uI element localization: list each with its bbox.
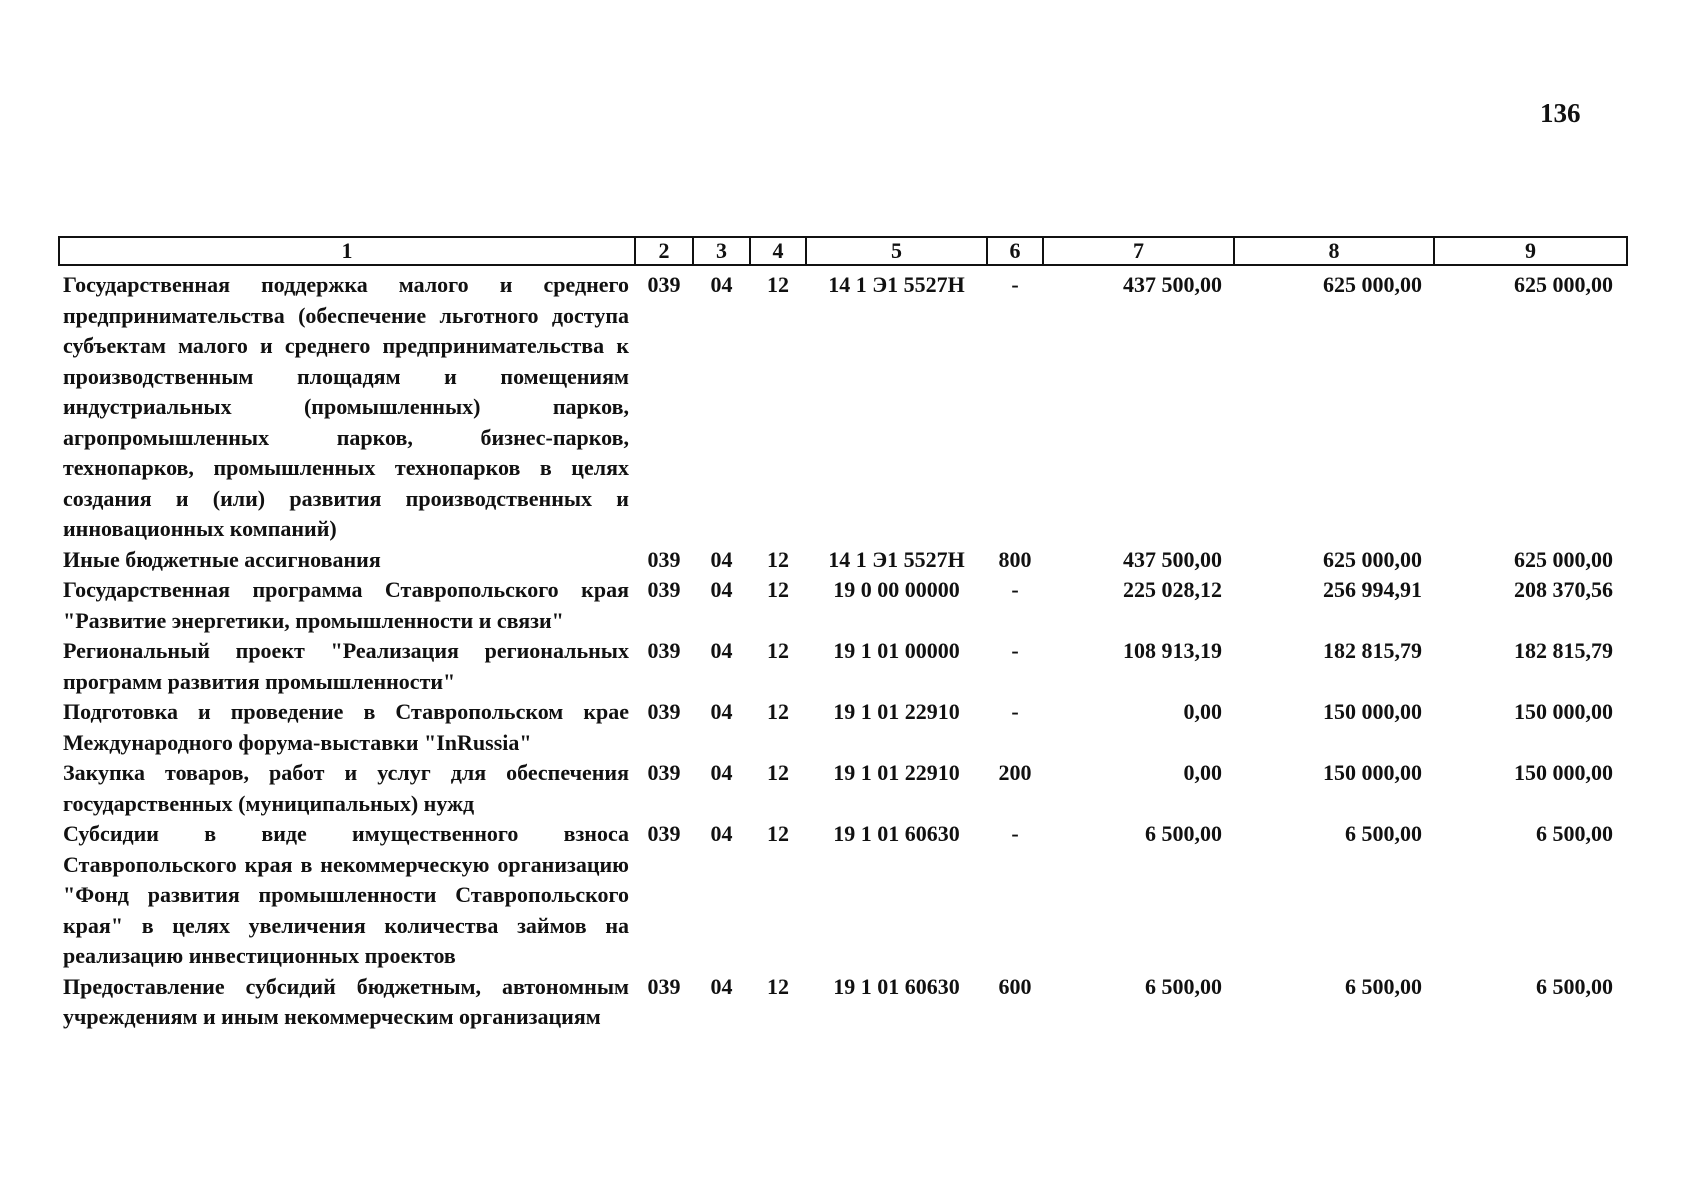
cell-subsection: 12 — [767, 638, 789, 663]
cell-amount-col7: 6 500,00 — [1145, 973, 1222, 999]
cell-subsection: 12 — [767, 546, 789, 572]
cell-section: 04 — [710, 546, 733, 572]
cell-amount-col9: 150 000,00 — [1514, 699, 1613, 724]
cell-subsection: 12 — [767, 760, 789, 785]
cell-target-article: 19 1 01 60630 — [833, 821, 960, 846]
row-name: Региональный проект "Реализация региональных программ развития промышленности" — [63, 638, 629, 694]
cell-amount-col8: 6 500,00 — [1345, 973, 1422, 999]
cell-subsection: 12 — [767, 821, 789, 846]
cell-amount-col8: 625 000,00 — [1323, 272, 1422, 297]
table-row — [59, 636, 1627, 697]
cell-amount-col7: 437 500,00 — [1123, 546, 1222, 572]
row-name: Иные бюджетные ассигнования — [63, 546, 381, 572]
cell-amount-col9: 6 500,00 — [1536, 973, 1613, 999]
cell-ministry-code: 039 — [647, 546, 681, 572]
budget-table — [58, 236, 1628, 1033]
column-header: 9 — [1434, 237, 1627, 265]
table-row — [59, 545, 1627, 576]
cell-amount-col7: 225 028,12 — [1123, 577, 1222, 602]
cell-expense-type: 200 — [998, 760, 1032, 785]
cell-amount-col8: 182 815,79 — [1323, 638, 1422, 663]
cell-section: 04 — [710, 821, 733, 846]
cell-subsection: 12 — [767, 699, 789, 724]
cell-expense-type: 600 — [998, 973, 1032, 999]
table-row — [59, 819, 1627, 972]
row-name: Подготовка и проведение в Ставропольском крае Международного форума-выставки "InRussia" — [63, 699, 629, 755]
column-header: 1 — [59, 237, 635, 265]
cell-subsection: 12 — [767, 272, 789, 297]
cell-target-article: 14 1 Э1 5527Н — [828, 546, 965, 572]
cell-ministry-code: 039 — [647, 973, 681, 999]
cell-expense-type: - — [1011, 638, 1019, 663]
row-name: Государственная поддержка малого и среднего предпринимательства (обеспечение льготного доступа субъектам малого и среднего предпринимательства к производственным площадям и помещениям индустриальных (промышленных) парков, агропромышленных парков, бизнес-парков, технопарков, промышленных технопарков в целях создания и (или) развития производственных и инновационных компаний) — [63, 272, 629, 541]
table-header-row — [59, 237, 1627, 265]
cell-amount-col8: 150 000,00 — [1323, 760, 1422, 785]
column-header: 7 — [1043, 237, 1234, 265]
cell-amount-col8: 625 000,00 — [1323, 546, 1422, 572]
column-header: 3 — [693, 237, 750, 265]
cell-section: 04 — [710, 638, 733, 663]
cell-target-article: 19 1 01 60630 — [833, 973, 960, 999]
cell-subsection: 12 — [767, 973, 789, 999]
cell-expense-type: - — [1011, 699, 1019, 724]
cell-subsection: 12 — [767, 577, 789, 602]
cell-ministry-code: 039 — [647, 272, 681, 297]
row-name: Закупка товаров, работ и услуг для обеспечения государственных (муниципальных) нужд — [63, 760, 629, 816]
cell-amount-col7: 108 913,19 — [1123, 638, 1222, 663]
row-name: Предоставление субсидий бюджетным, автономным учреждениям и иным некоммерческим организациям — [63, 973, 629, 1029]
cell-target-article: 19 1 01 22910 — [833, 699, 960, 724]
cell-section: 04 — [710, 973, 733, 999]
cell-section: 04 — [710, 577, 733, 602]
row-name: Государственная программа Ставропольского края "Развитие энергетики, промышленности и связи" — [63, 577, 629, 633]
column-header: 6 — [987, 237, 1043, 265]
table-row — [59, 697, 1627, 758]
cell-amount-col7: 437 500,00 — [1123, 272, 1222, 297]
cell-amount-col8: 150 000,00 — [1323, 699, 1422, 724]
cell-target-article: 19 0 00 00000 — [833, 577, 960, 602]
cell-ministry-code: 039 — [647, 699, 681, 724]
cell-ministry-code: 039 — [647, 821, 681, 846]
cell-target-article: 14 1 Э1 5527Н — [828, 272, 965, 297]
column-header: 4 — [750, 237, 806, 265]
cell-amount-col9: 208 370,56 — [1514, 577, 1613, 602]
cell-amount-col9: 625 000,00 — [1514, 546, 1613, 572]
cell-target-article: 19 1 01 22910 — [833, 760, 960, 785]
cell-expense-type: - — [1011, 821, 1019, 846]
row-name: Субсидии в виде имущественного взноса Ставропольского края в некоммерческую организацию "Фонд развития промышленности Ставропольского края" в целях увеличения количества займов на реализацию инвестиционных проектов — [63, 821, 629, 968]
cell-section: 04 — [710, 272, 733, 297]
cell-amount-col9: 182 815,79 — [1514, 638, 1613, 663]
cell-expense-type: 800 — [998, 546, 1032, 572]
cell-amount-col7: 0,00 — [1183, 760, 1222, 785]
table-row — [59, 758, 1627, 819]
cell-amount-col7: 6 500,00 — [1145, 821, 1222, 846]
cell-ministry-code: 039 — [647, 577, 681, 602]
table-row — [59, 972, 1627, 1033]
cell-ministry-code: 039 — [647, 638, 681, 663]
table-row — [59, 575, 1627, 636]
cell-amount-col8: 256 994,91 — [1323, 577, 1422, 602]
cell-section: 04 — [710, 699, 733, 724]
column-header: 8 — [1234, 237, 1434, 265]
cell-amount-col7: 0,00 — [1183, 699, 1222, 724]
table-row — [59, 265, 1627, 545]
page-number: 136 — [1540, 98, 1581, 128]
cell-amount-col8: 6 500,00 — [1345, 821, 1422, 846]
cell-expense-type: - — [1011, 577, 1019, 602]
cell-amount-col9: 625 000,00 — [1514, 272, 1613, 297]
column-header: 5 — [806, 237, 987, 265]
cell-amount-col9: 6 500,00 — [1536, 821, 1613, 846]
cell-ministry-code: 039 — [647, 760, 681, 785]
column-header: 2 — [635, 237, 693, 265]
cell-section: 04 — [710, 760, 733, 785]
cell-expense-type: - — [1011, 272, 1019, 297]
cell-amount-col9: 150 000,00 — [1514, 760, 1613, 785]
cell-target-article: 19 1 01 00000 — [833, 638, 960, 663]
